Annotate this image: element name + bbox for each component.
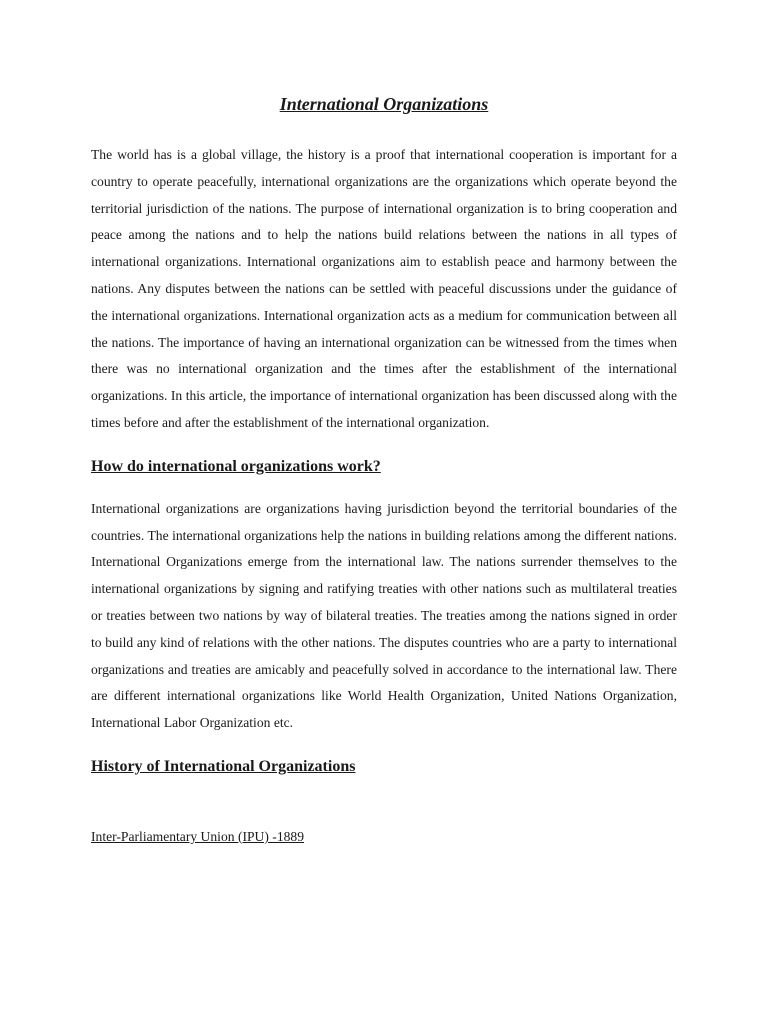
- section-paragraph-how-work: International organizations are organizations having jurisdiction beyond the territorial boundaries of the countries. The international organizations help the nations in building relations among the different nations. International Organizations emerge from the international law. The nations surrender themselves to the international organizations by signing and ratifying treaties with other nations such as multilateral treaties or treaties between two nations by way of bilateral treaties. The treaties among the nations signed in order to build any kind of relations with the other nations. The disputes countries who are a party to international organizations and treaties are amicably and peacefully solved in accordance to the international law. There are different international organizations like World Health Organization, United Nations Organization, International Labor Organization etc.: [91, 500, 677, 731]
- section-heading-history: History of International Organizations: [91, 757, 356, 775]
- section-heading-how-work: How do international organizations work?: [91, 457, 381, 475]
- document-page: [91, 92, 677, 849]
- document-title: International Organizations: [279, 94, 489, 114]
- subsection-heading-ipu: Inter-Parliamentary Union (IPU) -1889: [91, 828, 305, 844]
- intro-paragraph: The world has is a global village, the history is a proof that international cooperation is important for a country to operate peacefully, international organizations are the organizations which operate beyond the territorial jurisdiction of the nations. The purpose of international organization is to bring cooperation and peace among the nations and to help the nations build relations between the nations in all types of international organizations. International organizations aim to establish peace and harmony between the nations. Any disputes between the nations can be settled with peaceful discussions under the guidance of the international organizations. International organization acts as a medium for communication between all the nations. The importance of having an international organization can be witnessed from the times when there was no international organization and the times after the establishment of the international organizations. In this article, the importance of international organization has been discussed along with the times before and after the establishment of the international organization.: [91, 147, 677, 430]
